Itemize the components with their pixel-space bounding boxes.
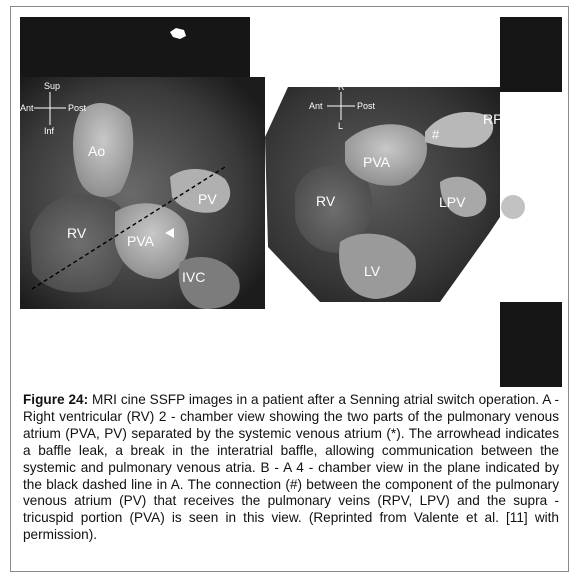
orient-a-top: Sup [44,81,61,91]
orient-a-left: Ant [20,103,34,113]
label-lv: LV [364,263,381,279]
orient-b-top: R [338,82,345,92]
label-pv-a: PV [198,191,217,207]
rv-region-a [30,194,128,292]
orient-b-left: Ant [309,101,323,111]
figure-caption [23,392,559,544]
label-ao: Ao [88,143,106,159]
mri-panel-b [265,82,525,302]
lpv-vessel [501,195,525,219]
orient-b-right: Post [357,101,376,111]
caption-text: MRI cine SSFP images in a patient after a Senning atrial switch operation. A - Right ventricular (RV) 2 - chamber view showing the two parts of the pulmonary venous atrium (PVA, PV) separated by the systemic venous atrium (*). The arrowhead indicates a baffle leak, a break in the interatrial baffle, allowing communication between the systemic and pulmonary venous atria. B - A 4 - chamber view in the plane indicated by the black dashed line in A. The connection (#) between the component of the pulmonary venous atrium (PV) that receives the pulmonary veins (RPV, LPV) and the supra - tricuspid portion (PVA) is seen in this view. (Reprinted from Valente et al. [11] with permission). [23,392,559,543]
label-hash: # [432,127,440,142]
orient-a-right: Post [68,103,87,113]
mri-figure [20,17,562,387]
label-rv-b: RV [316,193,336,209]
label-ivc: IVC [182,269,206,285]
label-rpv: RPV [483,111,512,127]
label-rv-a: RV [67,225,87,241]
orient-a-bottom: Inf [44,126,55,136]
orient-b-bottom: L [338,121,344,131]
label-pva-a: PVA [127,233,154,249]
label-lpv: LPV [439,194,466,210]
mri-panel-a [20,77,265,309]
caption-label: Figure 24: [23,392,89,407]
label-pva-b: PVA [363,154,390,170]
